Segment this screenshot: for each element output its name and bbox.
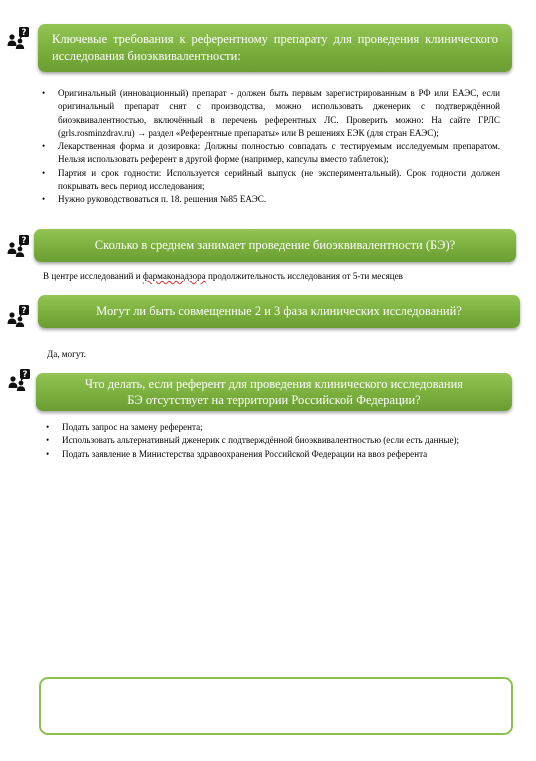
section-4-title-banner (36, 373, 512, 411)
list-item: • Подать запрос на замену референта; (46, 421, 503, 434)
spellcheck-word: фармаконадзора (142, 271, 206, 281)
list-item: • Подать заявление в Министерства здравоохранения Российской Федерации на ввоз референта (46, 448, 503, 461)
list-item: • Использовать альтернативный дженерик с подтверждённой биоэквивалентностью (если есть данные); (46, 434, 503, 447)
section-2-title-banner (34, 229, 516, 262)
answer-text-post: продолжительность исследования от 5-ти месяцев (205, 271, 403, 281)
svg-text:?: ? (21, 306, 27, 317)
empty-frame-box (39, 677, 513, 735)
section-3-answer: Да, могут. (47, 349, 86, 359)
svg-text:?: ? (22, 370, 28, 381)
person-question-icon (7, 235, 29, 257)
section-2-answer (43, 270, 403, 282)
section-3-title-banner (38, 295, 520, 328)
section-1-title-banner (38, 24, 512, 72)
section-2-title: Сколько в среднем занимает проведение биоэквивалентности (БЭ)? (94, 238, 456, 252)
person-question-icon (7, 27, 29, 49)
person-question-icon (8, 369, 30, 391)
svg-text:?: ? (21, 236, 27, 247)
svg-text:?: ? (21, 28, 27, 39)
list-item: • Оригинальный (инновационный) препарат - должен быть первым зарегистрированным в РФ или ЕАЭС, если оригинальный препарат снят с производства, можно использовать дженерик с подтверждённой биоэквивалентностью, включённый в перечень референтных ЛС. Проверить можно: На сайте ГРЛС (grls.rosminzdrav.ru) → раздел «Референтные препараты» или В решениях ЕЭК (для стран ЕАЭС); (42, 87, 500, 140)
section-1-list (42, 87, 500, 207)
person-question-icon (7, 305, 29, 327)
list-item: • Нужно руководствоваться п. 18. решения №85 ЕАЭС. (42, 193, 500, 206)
list-item: • Лекарственная форма и дозировка: Должны полностью совпадать с тестируемым исследуемым препаратом. Нельзя использовать референт в другой форме (например, капсулы вместо таблеток); (42, 140, 500, 167)
section-3-title: Могут ли быть совмещенные 2 и 3 фаза клинических исследований? (96, 304, 462, 318)
answer-text-pre: В центре исследований и (43, 271, 143, 281)
list-item: • Партия и срок годности: Используется серийный выпуск (не экспериментальный). Срок годности должен покрывать весь период исследования; (42, 167, 500, 194)
section-1-title: Ключевые требования к референтному препарату для проведения клинического исследования биоэквивалентности: (52, 32, 498, 63)
section-4-list (46, 421, 503, 461)
section-4-title: Что делать, если референт для проведения клинического исследования БЭ отсутствует на территории Российской Федерации? (84, 377, 464, 407)
